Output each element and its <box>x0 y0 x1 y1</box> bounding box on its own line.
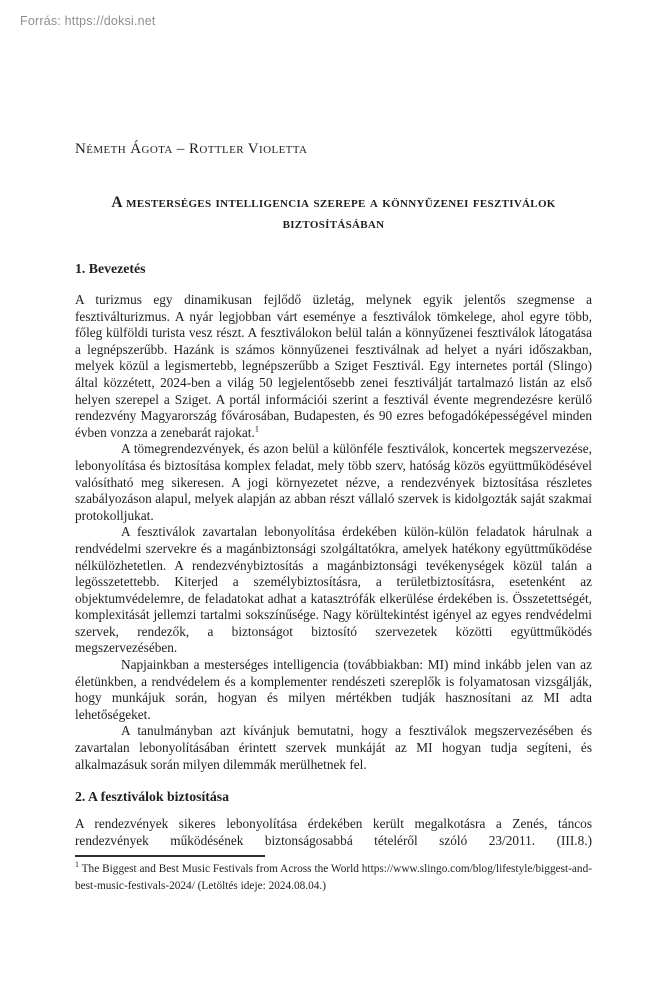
section-2-body <box>75 816 592 849</box>
footnote-marker: 1 <box>75 860 79 870</box>
footnote <box>75 861 592 895</box>
paragraph-intro-1-text: A turizmus egy dinamikusan fejlődő üzletág, melynek egyik jelentős szegmense a fesztiválturizmus. A nyár legjobban várt eseménye a fesztiválok tömkelege, ahol egyre több, főleg külföldi turista vesz részt. A fesztiválokon belül talán a könnyűzenei fesztiválok látogatása a legnépszerűbb. Hazánk is számos könnyűzenei fesztiválnak ad helyet a nyári időszakban, melyek közül a legismertebb, legnépszerűbb a Sziget Fesztivál. Egy internetes portál (Slingo) által közzétett, 2024-ben a világ 50 legjelentősebb zenei fesztiválját tartalmazó listán az első helyen szerepel a Sziget. A portál információi szerint a fesztivál évente megrendezésre kerülő rendezvény Magyarország fővárosában, Budapesten, és 90 ezres befogadóképességével minden évben vonzza a zenebarát rajokat. <box>75 292 592 440</box>
footnote-text: The Biggest and Best Music Festivals from Across the World https://www.slingo.com/blog/lifestyle/biggest-and-best-music-festivals-2024/ (Letöltés ideje: 2024.08.04.) <box>75 863 592 893</box>
footnote-ref-1: 1 <box>254 423 260 434</box>
paragraph-section2-1: A rendezvények sikeres lebonyolítása érdekében került megalkotásra a Zenés, táncos rendezvények működésének biztonságosabbá tételéről szóló 23/2011. (III.8.) <box>75 816 592 848</box>
paragraph-intro-2: A tömegrendezvények, és azon belül a különféle fesztiválok, koncertek megszervezése, lebonyolítása és biztosítása komplex feladat, mely több szerv, hatóság közös együttműködésével valósítható meg sikeresen. A jogi környezetet nézve, a rendezvények biztosítása részletes szabályozáson alapul, melyek alapján az abban részt vállaló szervek is kidolgozták saját szakmai protokolljukat. <box>75 441 592 523</box>
paragraph-intro-3: A fesztiválok zavartalan lebonyolítása érdekében külön-külön feladatok hárulnak a rendvédelmi szervekre és a magánbiztonsági szolgáltatókra, amelyek hatékony együttműködése nélkülözhetetlen. A rendezvénybiztosítás a magánbiztonsági tevékenységek közül talán a legösszetettebb. Kiterjed a személybiztosításra, a területbiztosításra, esetenként az objektumvédelemre, de feladatokat adhat a katasztrófák elkerülése érdekében is. Összetettségét, komplexitását jellemzi tartalmi sokszínűsége. Nagy körültekintést igényel az egyes rendvédelmi szervek, rendezők, a biztonságot biztosító szervezetek közötti együttműködés megszervezésében. <box>75 524 592 656</box>
section-heading-2: 2. A fesztiválok biztosítása <box>75 789 230 805</box>
section-heading-1: 1. Bevezetés <box>75 261 146 276</box>
source-watermark: Forrás: https://doksi.net <box>20 14 156 28</box>
section-1-body <box>75 292 592 773</box>
footnote-separator-rule <box>75 855 265 857</box>
paragraph-intro-5: A tanulmányban azt kívánjuk bemutatni, hogy a fesztiválok megszervezésében és zavartalan lebonyolításában érintett szervek munkáját az MI hogyan tudja segíteni, és alkalmazásuk során milyen dilemmák merülhetnek fel. <box>75 723 592 772</box>
document-title: A mesterséges intelligencia szerepe a könnyűzenei fesztiválok biztosításában <box>111 194 556 232</box>
footnote-block <box>75 855 592 895</box>
authors-line: Németh Ágota – Rottler Violetta <box>75 141 308 157</box>
paragraph-intro-4: Napjainkban a mesterséges intelligencia (továbbiakban: MI) mind inkább jelen van az életünkben, a rendvédelem és a komplementer rendészeti szereplők is folyamatosan vizsgálják, hogy munkájuk során, hogyan és milyen mértékben tudják hasznosítani az MI adta lehetőségeket. <box>75 657 592 722</box>
paragraph-intro-1 <box>75 292 592 441</box>
